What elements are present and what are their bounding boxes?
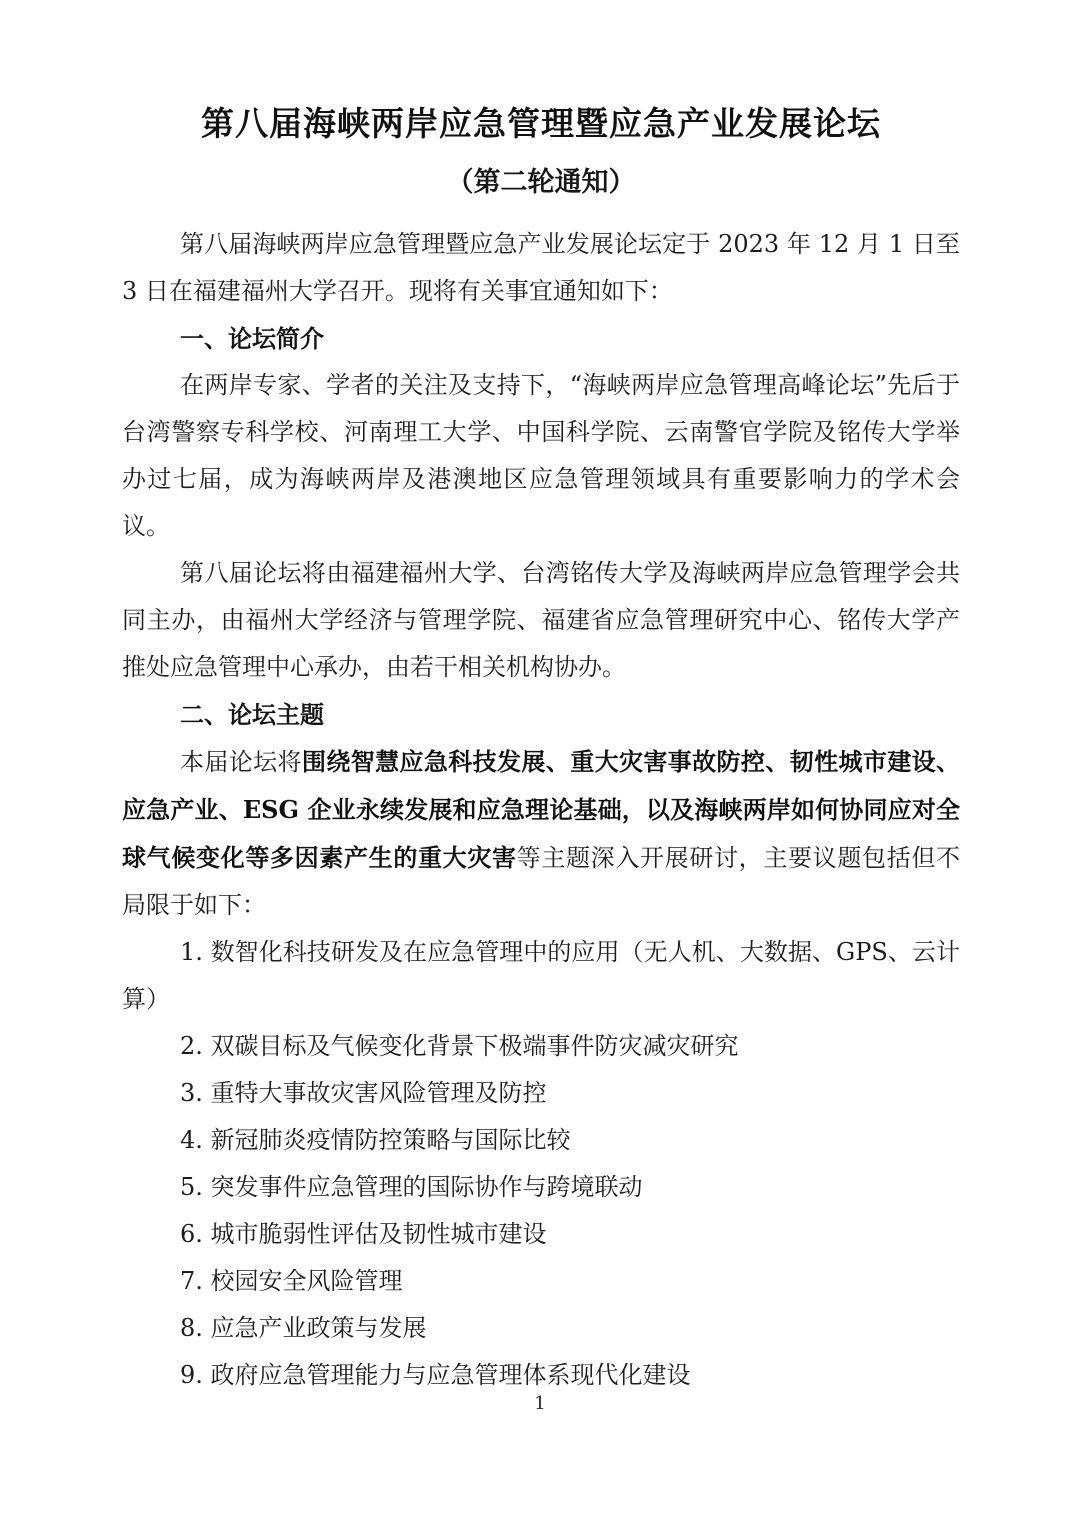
topic-list-item: 2. 双碳目标及气候变化背景下极端事件防灾减灾研究 bbox=[180, 1032, 739, 1060]
document-subtitle: （第二轮通知） bbox=[446, 167, 636, 198]
document-title: 第八届海峡两岸应急管理暨应急产业发展论坛 bbox=[201, 105, 881, 142]
topic-list-item: 1. 数智化科技研发及在应急管理中的应用（无人机、大数据、GPS、云计算） bbox=[122, 938, 960, 1013]
section-heading-forum-intro: 一、论坛简介 bbox=[180, 324, 324, 353]
topic-list-item: 4. 新冠肺炎疫情防控策略与国际比较 bbox=[180, 1126, 571, 1154]
topic-list-item: 6. 城市脆弱性评估及韧性城市建设 bbox=[180, 1220, 547, 1248]
theme-text-suffix: 等主题深入开展研讨，主要议题包括但不局限于如下： bbox=[122, 844, 961, 919]
topic-list-item: 5. 突发事件应急管理的国际协作与跨境联动 bbox=[180, 1173, 643, 1201]
topic-list-item: 7. 校园安全风险管理 bbox=[180, 1267, 403, 1295]
forum-intro-paragraph-2: 第八届论坛将由福建福州大学、台湾铭传大学及海峡两岸应急管理学会共同主办，由福州大学经济与管理学院、福建省应急管理研究中心、铭传大学产推处应急管理中心承办，由若干相关机构协办。 bbox=[122, 559, 960, 681]
forum-intro-paragraph-1: 在两岸专家、学者的关注及支持下，“海峡两岸应急管理高峰论坛”先后于台湾警察专科学校、河南理工大学、中国科学院、云南警官学院及铭传大学举办过七届，成为海峡两岸及港澳地区应急管理领域具有重要影响力的学术会议。 bbox=[122, 371, 960, 540]
page-number: 1 bbox=[534, 1393, 546, 1414]
theme-text-bold: 围绕智慧应急科技发展、重大灾害事故防控、韧性城市建设、应急产业、ESG 企业永续发展和应急理论基础，以及海峡两岸如何协同应对全球气候变化等多因素产生的重大灾害 bbox=[122, 747, 960, 872]
intro-paragraph: 第八届海峡两岸应急管理暨应急产业发展论坛定于 2023 年 12 月 1 日至 3 日在福建福州大学召开。现将有关事宜通知如下： bbox=[122, 230, 960, 305]
topic-list-item: 3. 重特大事故灾害风险管理及防控 bbox=[180, 1079, 547, 1107]
topic-list-item: 9. 政府应急管理能力与应急管理体系现代化建设 bbox=[180, 1361, 691, 1389]
forum-theme-paragraph bbox=[122, 738, 960, 929]
section-heading-forum-theme: 二、论坛主题 bbox=[180, 700, 324, 729]
topic-list-item: 8. 应急产业政策与发展 bbox=[180, 1314, 427, 1342]
theme-text-prefix: 本届论坛将 bbox=[180, 748, 302, 776]
document-body bbox=[122, 221, 960, 1399]
